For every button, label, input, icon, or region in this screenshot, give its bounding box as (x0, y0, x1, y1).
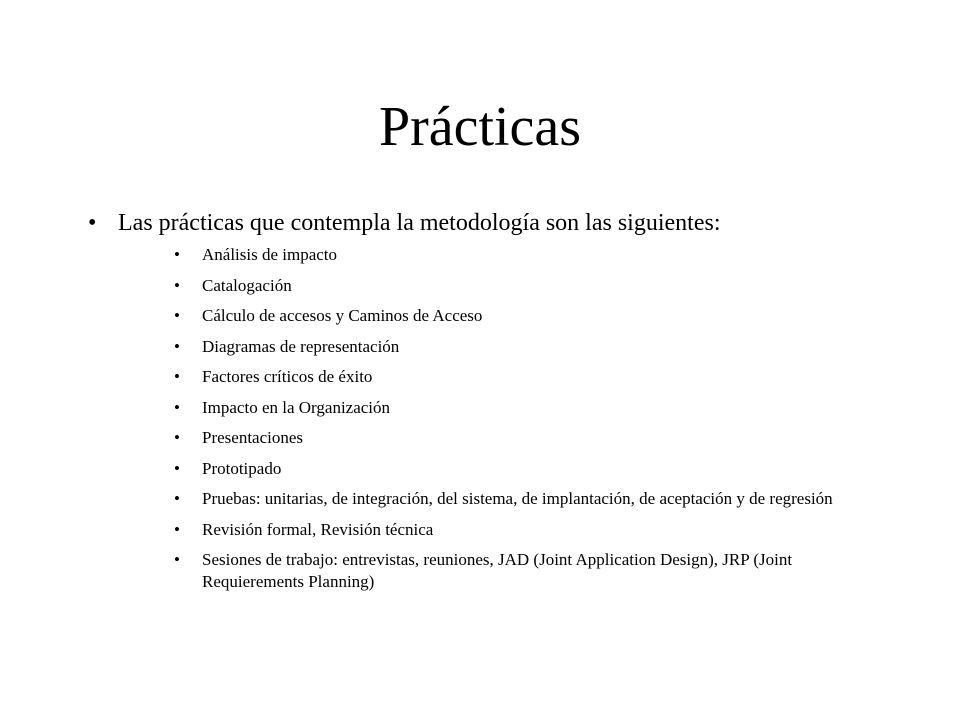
list-item-text: Sesiones de trabajo: entrevistas, reuniones, JAD (Joint Application Design), JRP (Joint Requierements Planning) (202, 550, 793, 591)
list-item-text: Diagramas de representación (202, 336, 400, 356)
bullet-icon: • (174, 458, 180, 478)
list-item-text: Impacto en la Organización (202, 397, 391, 417)
intro-text: Las prácticas que contempla la metodología son las siguientes: (118, 210, 721, 236)
list-item (174, 458, 894, 480)
list-item (174, 488, 894, 510)
list-item (174, 427, 894, 449)
bullet-icon: • (174, 245, 180, 264)
list-item-text: Catalogación (202, 275, 292, 295)
bullet-icon: • (88, 210, 97, 236)
list-item-text: Análisis de impacto (202, 245, 338, 264)
bullet-icon: • (174, 519, 180, 539)
bullet-icon: • (174, 336, 180, 356)
list-item (174, 397, 894, 419)
list-item-text: Pruebas: unitarias, de integración, del sistema, de implantación, de aceptación y de regresión (202, 489, 833, 508)
bullet-icon: • (174, 275, 180, 295)
list-item (174, 366, 894, 388)
slide-title: Prácticas (378, 96, 582, 158)
list-item-text: Revisión formal, Revisión técnica (202, 519, 434, 539)
bullet-icon: • (174, 550, 180, 569)
list-item (174, 275, 894, 297)
list-item-text: Prototipado (202, 458, 282, 478)
list-item (174, 244, 894, 266)
bullet-icon: • (174, 489, 180, 508)
bullet-icon: • (174, 367, 180, 386)
list-item (174, 519, 894, 541)
list-item (174, 549, 894, 593)
practices-list (174, 244, 894, 602)
list-item-text: Factores críticos de éxito (202, 367, 373, 386)
bullet-icon: • (174, 306, 180, 325)
list-item-text: Cálculo de accesos y Caminos de Acceso (202, 306, 483, 325)
bullet-icon: • (174, 397, 180, 417)
list-item (174, 336, 894, 358)
list-item (174, 305, 894, 327)
list-item-text: Presentaciones (202, 428, 304, 447)
bullet-icon: • (174, 428, 180, 447)
